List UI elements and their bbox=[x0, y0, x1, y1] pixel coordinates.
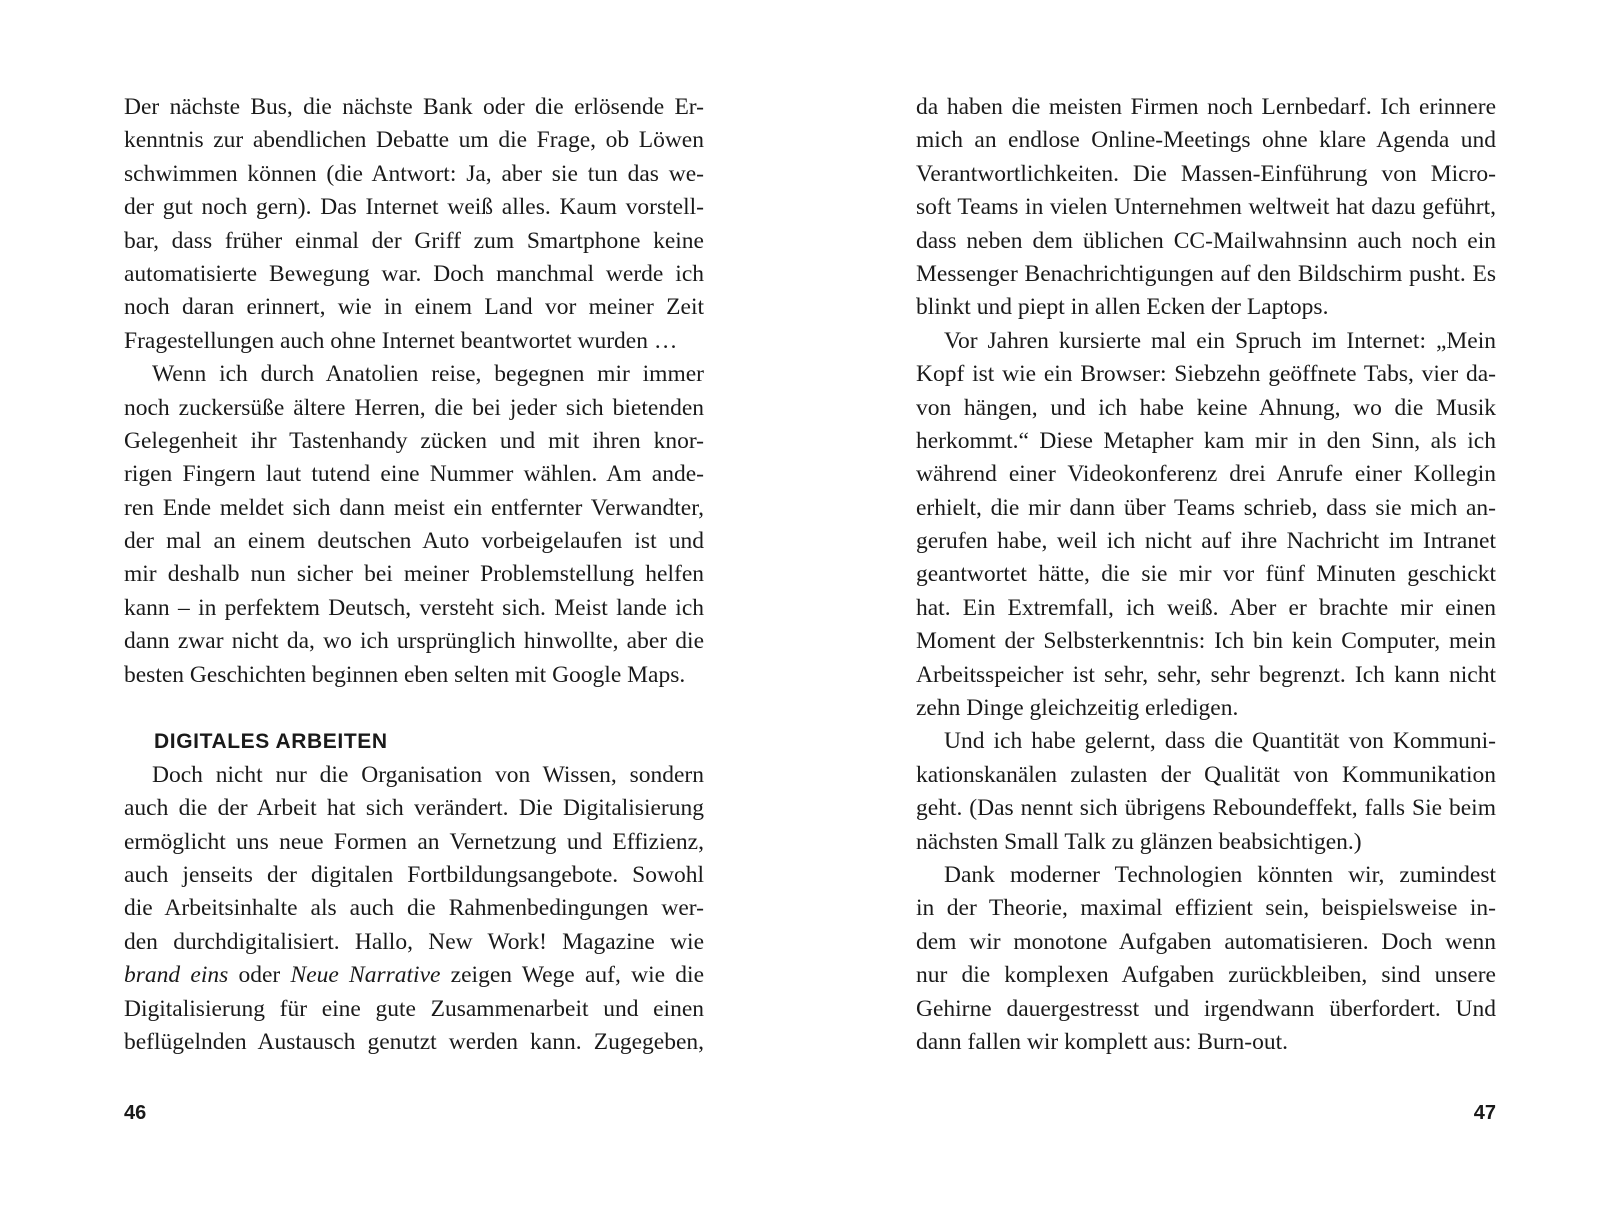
text-line: mir deshalb nun sicher bei meiner Problemstellung helfen bbox=[124, 561, 704, 588]
text-line: automatisierte Bewegung war. Doch manchmal werde ich bbox=[124, 260, 704, 287]
text-line: Gelegenheit ihr Tastenhandy zücken und mit ihren knor- bbox=[124, 427, 704, 454]
text-line: den durchdigitalisiert. Hallo, New Work! Magazine wie bbox=[124, 928, 704, 955]
text-line: ermöglicht uns neue Formen an Vernetzung und Effizienz, bbox=[124, 828, 704, 855]
right-page-text bbox=[916, 91, 1496, 1059]
text-line: soft Teams in vielen Unternehmen weltweit hat dazu geführt, bbox=[916, 194, 1496, 221]
text-line: auch jenseits der digitalen Fortbildungsangebote. Sowohl bbox=[124, 861, 704, 888]
text-line: der gut noch gern). Das Internet weiß alles. Kaum vorstell- bbox=[124, 194, 704, 221]
text-line: auch die der Arbeit hat sich verändert. Die Digitalisierung bbox=[124, 795, 704, 822]
section-heading: DIGITALES ARBEITEN bbox=[154, 730, 388, 754]
text-line: Digitalisierung für eine gute Zusammenarbeit und einen bbox=[124, 995, 704, 1022]
text-line: nur die komplexen Aufgaben zurückbleiben, sind unsere bbox=[916, 962, 1496, 989]
text-line: kationskanälen zulasten der Qualität von Kommunikation bbox=[916, 761, 1496, 788]
text-line: noch zuckersüße ältere Herren, die bei jeder sich bietenden bbox=[124, 394, 704, 421]
text-line: Doch nicht nur die Organisation von Wissen, sondern bbox=[152, 761, 704, 788]
text-line: dann zwar nicht da, wo ich ursprünglich hinwollte, aber die bbox=[124, 628, 704, 655]
text-line: noch daran erinnert, wie in einem Land vor meiner Zeit bbox=[124, 294, 704, 321]
text-line: Moment der Selbsterkenntnis: Ich bin kein Computer, mein bbox=[916, 628, 1496, 655]
text-line: Der nächste Bus, die nächste Bank oder die erlösende Er- bbox=[124, 94, 704, 120]
text-line: mich an endlose Online-Meetings ohne klare Agenda und bbox=[916, 127, 1496, 154]
text-line: Und ich habe gelernt, dass die Quantität von Kommuni- bbox=[944, 728, 1496, 755]
section-spacer bbox=[124, 692, 704, 725]
right-page bbox=[803, 0, 1606, 1211]
text-line: von hängen, und ich habe keine Ahnung, wo die Musik bbox=[916, 394, 1496, 421]
text-line: blinkt und piept in allen Ecken der Laptops. bbox=[916, 294, 1329, 321]
text-line: ren Ende meldet sich dann meist ein entfernter Verwandter, bbox=[124, 494, 704, 521]
text-line: die Arbeitsinhalte als auch die Rahmenbedingungen wer- bbox=[124, 895, 704, 922]
italic-title-neue-narrative: Neue Narrative bbox=[290, 962, 441, 989]
text-line: Wenn ich durch Anatolien reise, begegnen mir immer bbox=[152, 361, 704, 388]
text-line: dann fallen wir komplett aus: Burn-out. bbox=[916, 1028, 1289, 1055]
text-line: Verantwortlichkeiten. Die Massen-Einführung von Micro- bbox=[916, 160, 1496, 187]
italic-title-brand-eins: brand eins bbox=[124, 962, 229, 989]
text-line: herkommt.“ Diese Metapher kam mir in den Sinn, als ich bbox=[916, 427, 1496, 454]
page-number-right: 47 bbox=[1473, 1102, 1496, 1124]
text-line: Gehirne dauergestresst und irgendwann überfordert. Und bbox=[916, 995, 1496, 1022]
text-line: rigen Fingern laut tutend eine Nummer wählen. Am ande- bbox=[124, 461, 704, 488]
text-line: dem wir monotone Aufgaben automatisieren. Doch wenn bbox=[916, 928, 1496, 955]
text-line: da haben die meisten Firmen noch Lernbedarf. Ich erinnere bbox=[916, 94, 1496, 120]
text-line: bar, dass früher einmal der Griff zum Smartphone keine bbox=[124, 227, 704, 254]
inline-text: oder bbox=[228, 962, 291, 989]
text-line: Dank moderner Technologien könnten wir, zumindest bbox=[944, 861, 1496, 888]
text-line: beflügelnden Austausch genutzt werden kann. Zugegeben, bbox=[124, 1028, 704, 1055]
text-line: Arbeitsspeicher ist sehr, sehr, sehr begrenzt. Ich kann nicht bbox=[916, 661, 1496, 688]
text-line-with-italics bbox=[124, 959, 704, 992]
text-line: kann – in perfektem Deutsch, versteht sich. Meist lande ich bbox=[124, 594, 704, 621]
text-line: Vor Jahren kursierte mal ein Spruch im Internet: „Mein bbox=[944, 327, 1496, 354]
text-line: Fragestellungen auch ohne Internet beantwortet wurden … bbox=[124, 327, 678, 354]
text-line: gerufen habe, weil ich nicht auf ihre Nachricht im Intranet bbox=[916, 528, 1496, 555]
text-line: kenntnis zur abendlichen Debatte um die Frage, ob Löwen bbox=[124, 127, 704, 154]
text-line: erhielt, die mir dann über Teams schrieb, dass sie mich an- bbox=[916, 494, 1496, 521]
text-line: nächsten Small Talk zu glänzen beabsichtigen.) bbox=[916, 828, 1362, 855]
text-line: der mal an einem deutschen Auto vorbeigelaufen ist und bbox=[124, 528, 704, 555]
text-line: schwimmen können (die Antwort: Ja, aber sie tun das we- bbox=[124, 160, 704, 187]
text-line: während einer Videokonferenz drei Anrufe einer Kollegin bbox=[916, 461, 1496, 488]
text-line: Messenger Benachrichtigungen auf den Bildschirm pusht. Es bbox=[916, 260, 1496, 287]
text-line: Kopf ist wie ein Browser: Siebzehn geöffnete Tabs, vier da- bbox=[916, 361, 1496, 388]
text-line: geht. (Das nennt sich übrigens Reboundeffekt, falls Sie beim bbox=[916, 795, 1496, 822]
text-line: in der Theorie, maximal effizient sein, beispielsweise in- bbox=[916, 895, 1496, 922]
text-line: zehn Dinge gleichzeitig erledigen. bbox=[916, 695, 1239, 722]
text-line: besten Geschichten beginnen eben selten mit Google Maps. bbox=[124, 661, 686, 688]
page-number-left: 46 bbox=[124, 1102, 147, 1124]
left-page-text bbox=[124, 91, 704, 1059]
text-line: geantwortet hätte, die sie mir vor fünf Minuten geschickt bbox=[916, 561, 1496, 588]
text-line: dass neben dem üblichen CC-Mailwahnsinn auch noch ein bbox=[916, 227, 1496, 254]
text-line: hat. Ein Extremfall, ich weiß. Aber er brachte mir einen bbox=[916, 594, 1496, 621]
inline-text: zeigen Wege auf, wie die bbox=[440, 962, 705, 989]
